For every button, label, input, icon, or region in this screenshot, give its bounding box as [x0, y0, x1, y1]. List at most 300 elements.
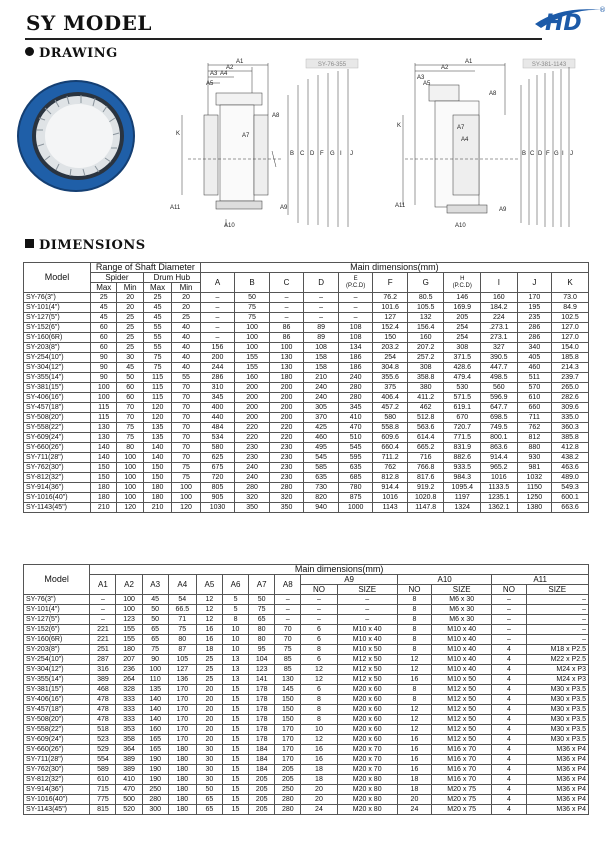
table-cell: 16 [196, 625, 222, 635]
table-cell: 50 [196, 785, 222, 795]
table-cell: 815 [90, 805, 116, 815]
table-cell: 425 [304, 423, 339, 433]
table-cell: M36 x P4 [526, 805, 588, 815]
label-a11: A11 [170, 205, 181, 211]
table-cell: 25 [117, 333, 143, 343]
table-cell: 90 [91, 373, 117, 383]
table-cell: 479.4 [444, 373, 481, 383]
hd-logo [531, 2, 607, 38]
table-cell: 333 [116, 705, 142, 715]
table-cell: 831.9 [444, 443, 481, 453]
column-label: G [422, 278, 429, 287]
table-cell: 170 [168, 735, 196, 745]
table-cell: 140 [91, 453, 117, 463]
model-cell: SY-304(12") [24, 665, 90, 675]
label-a3: A3 [210, 71, 218, 77]
table-cell: M10 x 40 [432, 645, 492, 655]
table-cell: – [301, 595, 337, 605]
table-cell: M10 x 40 [432, 625, 492, 635]
table-cell: 251 [90, 645, 116, 655]
table-cell: – [90, 605, 116, 615]
table-cell: 411.2 [407, 393, 444, 403]
table-row [24, 785, 589, 795]
model-cell: SY-304(12") [24, 363, 91, 373]
table-cell: 170 [168, 725, 196, 735]
table-cell: 40 [172, 363, 200, 373]
table-cell: 308 [444, 343, 481, 353]
table-cell: 65 [196, 795, 222, 805]
table-cell: 1147.8 [407, 503, 444, 513]
table-cell: 716 [407, 453, 444, 463]
table-cell: 304.8 [373, 363, 408, 373]
table-cell: 224 [481, 313, 518, 323]
table-cell: 520 [116, 805, 142, 815]
table-cell: 244 [200, 363, 235, 373]
table-cell: 428.6 [444, 363, 481, 373]
table-cell: 12 [397, 725, 431, 735]
table-cell: 254 [444, 333, 481, 343]
table-cell: 905 [200, 493, 235, 503]
table-cell: M10 x 40 [432, 665, 492, 675]
group-header-a10: A10 [397, 575, 491, 585]
table-cell: – [90, 615, 116, 625]
table-cell: 350 [269, 503, 304, 513]
header-row [24, 263, 589, 273]
table-cell: 205 [444, 313, 481, 323]
table-cell: 127.0 [552, 323, 589, 333]
model-cell: SY-609(24") [24, 433, 91, 443]
table-cell: 60 [117, 393, 143, 403]
table-cell: 84.9 [552, 303, 589, 313]
table-cell: 100 [117, 483, 143, 493]
table-cell: 100 [117, 493, 143, 503]
table-cell: 406.4 [373, 393, 408, 403]
table-cell: 5 [222, 595, 248, 605]
table-cell: 50 [249, 595, 275, 605]
table-cell: 320 [235, 493, 270, 503]
label2-b: B [522, 151, 527, 157]
table-cell: – [492, 615, 526, 625]
table-cell: 610 [90, 775, 116, 785]
table-cell: 1020.8 [407, 493, 444, 503]
table-cell: M12 x 50 [432, 715, 492, 725]
label2-j: J [570, 151, 573, 157]
table-cell: 438.2 [552, 453, 589, 463]
label-a2: A2 [226, 65, 234, 71]
table-cell: M30 x P3.5 [526, 705, 588, 715]
table-cell: 140 [143, 453, 171, 463]
table-cell: 108 [338, 333, 373, 343]
table-cell: 389 [116, 755, 142, 765]
table-cell: 170 [275, 755, 301, 765]
table-cell: 10 [301, 725, 337, 735]
table-cell: 127 [168, 665, 196, 675]
table-cell: 200 [235, 383, 270, 393]
table-cell: 15 [222, 695, 248, 705]
table-cell: 30 [196, 755, 222, 765]
model-cell: SY-76(3") [24, 595, 90, 605]
cross-section-drawing-small [168, 55, 388, 230]
table-cell: 4 [492, 685, 526, 695]
table-cell: 127 [373, 313, 408, 323]
table-cell: 170 [168, 685, 196, 695]
table-cell: 371.5 [444, 353, 481, 363]
table-cell: – [275, 595, 301, 605]
table-row [24, 675, 589, 685]
table-cell: 108 [304, 343, 339, 353]
table-cell: 6 [301, 625, 337, 635]
table-cell: 100 [116, 605, 142, 615]
table-cell: 489.0 [552, 473, 589, 483]
table-cell: 155 [235, 363, 270, 373]
table-cell: 463.6 [552, 463, 589, 473]
column-header-c [269, 273, 304, 293]
table-cell: 8 [397, 635, 431, 645]
table-cell: 530 [444, 383, 481, 393]
column-sublabel: (P.C.D) [452, 282, 472, 289]
column-header-h [444, 273, 481, 293]
table-cell: 220 [235, 433, 270, 443]
table-cell: 1362.1 [481, 503, 518, 513]
table-cell: 240 [304, 393, 339, 403]
table-cell: 320 [269, 493, 304, 503]
column-header-a5: A5 [196, 575, 222, 595]
table-cell: 40 [172, 353, 200, 363]
table-cell: 300 [142, 805, 168, 815]
table-cell: 20 [117, 303, 143, 313]
table-cell: 12 [301, 735, 337, 745]
table-cell: 619.1 [444, 403, 481, 413]
table-cell: 45 [91, 313, 117, 323]
label2-a7: A7 [457, 125, 465, 131]
table-cell: M16 x 70 [432, 765, 492, 775]
model-cell: SY-1016(40") [24, 493, 91, 503]
table-cell: 75 [172, 463, 200, 473]
table-cell: 75 [235, 303, 270, 313]
table-cell: 205 [275, 765, 301, 775]
label2-d: D [538, 151, 543, 157]
table-cell: 663.6 [552, 503, 589, 513]
table-cell: 529 [90, 745, 116, 755]
table-cell: 158 [304, 363, 339, 373]
table-cell: 316 [90, 665, 116, 675]
table-cell: 156 [200, 343, 235, 353]
table-cell: 930 [517, 453, 552, 463]
table-cell: 221 [90, 625, 116, 635]
table-cell: 100 [235, 323, 270, 333]
table-cell: 70 [275, 625, 301, 635]
table-cell: 558.8 [373, 423, 408, 433]
table-cell: M20 x 80 [337, 805, 397, 815]
table-row [24, 313, 589, 323]
column-label: B [249, 278, 255, 287]
table-cell: 230 [269, 473, 304, 483]
table-cell: 127.0 [552, 333, 589, 343]
table-cell: 614.4 [407, 433, 444, 443]
table-cell: 100 [116, 595, 142, 605]
label-k: K [176, 131, 181, 137]
table-cell: 8 [397, 625, 431, 635]
coupling-ring-image [15, 78, 137, 193]
table-cell: 54 [168, 595, 196, 605]
table-cell: 25 [196, 665, 222, 675]
table-cell: 155 [116, 625, 142, 635]
label2-g: G [554, 151, 559, 157]
label-f: F [320, 151, 324, 157]
table-cell: 286 [517, 323, 552, 333]
table-cell: 210 [143, 503, 171, 513]
table-cell: – [269, 293, 304, 303]
table-cell: 720 [200, 473, 235, 483]
table-cell: 596.9 [481, 393, 518, 403]
table-cell: 180 [269, 373, 304, 383]
table-cell: 282.6 [552, 393, 589, 403]
table-cell: 155 [116, 635, 142, 645]
table-cell: – [269, 313, 304, 323]
model-cell: SY-711(28") [24, 453, 91, 463]
table-row [24, 635, 589, 645]
table-cell: 150 [373, 333, 408, 343]
column-label: C [283, 278, 290, 287]
table-cell: 120 [143, 403, 171, 413]
column-label: H [460, 275, 465, 282]
table-cell: 80 [168, 635, 196, 645]
model-cell: SY-660(26") [24, 745, 90, 755]
label2-a1: A1 [465, 59, 473, 65]
table-cell: 100 [117, 473, 143, 483]
model-cell: SY-254(10") [24, 353, 91, 363]
table-cell: 380 [407, 383, 444, 393]
table-cell: 254 [444, 323, 481, 333]
table-cell: 87 [168, 645, 196, 655]
table-cell: 240 [304, 383, 339, 393]
table-cell: 75 [117, 423, 143, 433]
table-cell: 16 [397, 755, 431, 765]
table-cell: 60 [91, 343, 117, 353]
table-cell: 495 [304, 443, 339, 453]
table-cell: 478 [90, 705, 116, 715]
table-cell: 160 [142, 725, 168, 735]
title-divider [25, 38, 542, 40]
table-cell: M10 x 40 [337, 625, 397, 635]
table-cell: 135 [143, 423, 171, 433]
table-cell: 20 [117, 293, 143, 303]
table-cell: M36 x P4 [526, 795, 588, 805]
table-cell: 462 [407, 403, 444, 413]
table-cell: 4 [492, 785, 526, 795]
table-cell: – [526, 605, 588, 615]
table-cell: 170 [168, 705, 196, 715]
table-cell: M20 x 80 [337, 775, 397, 785]
cross-section-drawing-large [395, 55, 585, 230]
table-cell: M36 x P4 [526, 785, 588, 795]
table-cell: 8 [301, 705, 337, 715]
table-row [24, 423, 589, 433]
label-c: C [300, 151, 305, 157]
table-cell: M36 x P4 [526, 765, 588, 775]
table-cell: 685 [338, 473, 373, 483]
table-cell: 280 [142, 795, 168, 805]
table-cell: 230 [269, 443, 304, 453]
model-cell: SY-609(24") [24, 735, 90, 745]
table-cell: 160 [235, 373, 270, 383]
table-cell: 460 [517, 363, 552, 373]
table-cell: 460 [304, 433, 339, 443]
table-cell: 180 [168, 755, 196, 765]
table-cell: 484 [200, 423, 235, 433]
table-cell: 4 [492, 755, 526, 765]
table-cell: 140 [142, 715, 168, 725]
table-cell: 65 [142, 635, 168, 645]
table-cell: 85 [275, 665, 301, 675]
table-cell: M12 x 50 [432, 685, 492, 695]
no-header: NO [301, 585, 337, 595]
table-cell: M20 x 60 [337, 705, 397, 715]
table-cell: 10 [222, 635, 248, 645]
table-row [24, 343, 589, 353]
model-cell: SY-914(36") [24, 483, 91, 493]
table-cell: 375 [373, 383, 408, 393]
table-cell: 358 [116, 735, 142, 745]
table-cell: 635 [338, 463, 373, 473]
table-row [24, 453, 589, 463]
table-cell: 805 [200, 483, 235, 493]
drum-hub-header: Drum Hub [143, 273, 200, 283]
table-cell: 264 [116, 675, 142, 685]
dimensions-section-heading: DIMENSIONS [25, 238, 146, 253]
table-cell: M24 x P3 [526, 675, 588, 685]
table-cell: 660.4 [373, 443, 408, 453]
table-row [24, 383, 589, 393]
table-cell: 65 [249, 615, 275, 625]
label-a7: A7 [242, 133, 250, 139]
table-cell: 60 [91, 323, 117, 333]
table-cell: 8 [301, 715, 337, 725]
table-cell: 1030 [200, 503, 235, 513]
table-cell: 132 [407, 313, 444, 323]
table-cell: 563.6 [407, 423, 444, 433]
table-cell: 12 [196, 595, 222, 605]
table-cell: 20 [196, 705, 222, 715]
table-cell: M16 x 70 [432, 745, 492, 755]
table-cell: 221 [90, 635, 116, 645]
label2-i: I [562, 151, 564, 157]
table-cell: 80 [249, 625, 275, 635]
table-cell: 914.4 [373, 483, 408, 493]
table-cell: M10 x 50 [337, 645, 397, 655]
table-cell: 130 [269, 363, 304, 373]
table-cell: 220 [269, 423, 304, 433]
table-cell: 554 [90, 755, 116, 765]
table-cell: 115 [143, 393, 171, 403]
table-cell: 470 [338, 423, 373, 433]
table-cell: 12 [397, 655, 431, 665]
label-a5: A5 [206, 81, 214, 87]
table-row [24, 353, 589, 363]
table-cell: 585 [304, 463, 339, 473]
table-cell: 165 [142, 745, 168, 755]
table-cell: 12 [301, 665, 337, 675]
table-cell: 20 [172, 303, 200, 313]
table-cell: 105.5 [407, 303, 444, 313]
main-dimensions-header: Main dimensions(mm) [200, 263, 588, 273]
table-cell: 130 [269, 353, 304, 363]
table-cell: – [301, 605, 337, 615]
table-cell: 165 [142, 735, 168, 745]
header-row [24, 273, 589, 283]
table-cell: – [200, 333, 235, 343]
table-cell: 1197 [444, 493, 481, 503]
table-cell: 20 [196, 685, 222, 695]
table-cell: 178 [249, 705, 275, 715]
table-cell: M10 x 40 [432, 635, 492, 645]
table-cell: 933.5 [444, 463, 481, 473]
table-cell: – [275, 605, 301, 615]
column-header-k [552, 273, 589, 293]
table-cell: 240 [235, 463, 270, 473]
table-row [24, 625, 589, 635]
table-cell: 155 [235, 353, 270, 363]
table-cell: 333 [116, 695, 142, 705]
table-cell: 86 [269, 323, 304, 333]
model-cell: SY-254(10") [24, 655, 90, 665]
table-cell: 875 [338, 493, 373, 503]
size-header: SIZE [432, 585, 492, 595]
model-cell: SY-762(30") [24, 463, 91, 473]
table-cell: M22 x P2.5 [526, 655, 588, 665]
table-cell: 335.0 [552, 413, 589, 423]
table-cell: – [492, 625, 526, 635]
label-a10: A10 [224, 223, 235, 229]
table-cell: 8 [397, 685, 431, 695]
table-cell: 16 [301, 745, 337, 755]
table-cell: M6 x 30 [432, 595, 492, 605]
table-cell: 70 [172, 413, 200, 423]
table-cell: 70 [172, 383, 200, 393]
table-cell: 280 [275, 795, 301, 805]
table-cell: 150 [91, 463, 117, 473]
table-cell: 4 [492, 725, 526, 735]
table-cell: 15 [222, 685, 248, 695]
model-cell: SY-558(22") [24, 725, 90, 735]
table-cell: 75 [235, 313, 270, 323]
table-cell: 1095.4 [444, 483, 481, 493]
table-cell: 130 [91, 423, 117, 433]
table-cell: 240 [338, 373, 373, 383]
table-cell: 90 [91, 353, 117, 363]
table-cell: 25 [117, 313, 143, 323]
main-dimensions-header: Main dimensions(mm) [90, 565, 589, 575]
table-cell: 12 [397, 705, 431, 715]
model-cell: SY-152(6") [24, 625, 90, 635]
table-cell: 70 [117, 403, 143, 413]
column-header-g [407, 273, 444, 293]
table-cell: 180 [168, 775, 196, 785]
table-cell: 75 [168, 625, 196, 635]
table-cell: 390.5 [481, 353, 518, 363]
table-cell: 73.0 [552, 293, 589, 303]
table-cell: 60 [91, 333, 117, 343]
table-cell: 1133.5 [481, 483, 518, 493]
table-cell: 4 [492, 745, 526, 755]
table-cell: 410 [116, 775, 142, 785]
table-cell: M12 x 50 [337, 655, 397, 665]
table-cell: 205 [249, 785, 275, 795]
table-cell: 15 [222, 755, 248, 765]
table-cell: 273.1 [481, 333, 518, 343]
table-cell: 762 [517, 423, 552, 433]
table-row [24, 605, 589, 615]
